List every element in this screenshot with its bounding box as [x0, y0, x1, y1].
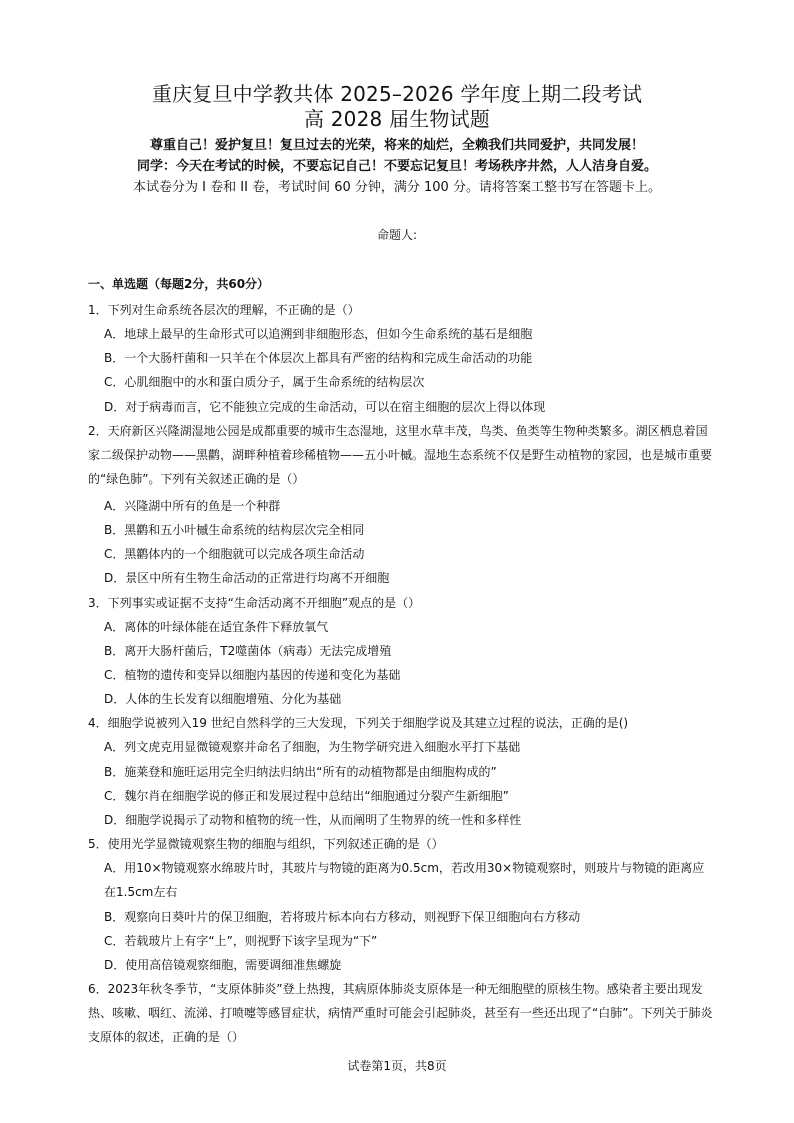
question-6: [88, 977, 714, 1049]
option-a: A．用10×物镜观察水绵玻片时，其玻片与物镜的距离为0.5cm，若改用30×物镜观察时，则玻片与物镜的距离应在1.5cm左右: [104, 861, 705, 900]
question-stem: 2．天府新区兴隆湖湿地公园是成都重要的城市生态湿地，这里水草丰茂，鸟类、鱼类等生物种类繁多。湖区栖息着国家二级保护动物——黑鹳，湖畔种植着珍稀植物——五小叶槭。湿地生态系统不仅是野生动植物的家园，也是城市重要的“绿色肺”。下列有关叙述正确的是（）: [88, 423, 713, 486]
question-section: [88, 275, 714, 1049]
option-d: D．对于病毒而言，它不能独立完成的生命活动，可以在宿主细胞的层次上得以体现: [104, 399, 546, 414]
question-5: [88, 832, 714, 977]
option-d: D．使用高倍镜观察细胞，需要调细准焦螺旋: [104, 958, 342, 973]
school-motto-line1: 尊重自己！爱护复旦！复旦过去的光荣，将来的灿烂，全赖我们共同爱护，共同发展！: [149, 138, 644, 153]
option-c: C．植物的遗传和变异以细胞内基因的传递和变化为基础: [104, 668, 401, 683]
option-d: D．景区中所有生物生命活动的正常进行均离不开细胞: [104, 571, 390, 586]
question-stem: 5．使用光学显微镜观察生物的细胞与组织，下列叙述正确的是（）: [88, 837, 444, 852]
question-stem: 4．细胞学说被列入19 世纪自然科学的三大发现，下列关于细胞学说及其建立过程的说法，正确的是(): [88, 716, 629, 731]
option-a: A．列文虎克用显微镜观察并命名了细胞，为生物学研究进入细胞水平打下基础: [104, 740, 521, 755]
option-c: C．魏尔肖在细胞学说的修正和发展过程中总结出“细胞通过分裂产生新细胞”: [104, 788, 509, 803]
school-motto-line2: 同学：今天在考试的时候，不要忘记自己！不要忘记复旦！考场秩序井然，人人洁身自爱。: [136, 159, 657, 174]
page-footer: 试卷第1页，共8页: [347, 1059, 447, 1073]
exam-title-line2: 高 2028 届生物试题: [303, 107, 490, 131]
section-heading: 一、单选题（每题2分，共60分）: [88, 277, 270, 291]
option-d: D．人体的生长发育以细胞增殖、分化为基础: [104, 692, 342, 707]
exam-title-line1: 重庆复旦中学教共体 2025–2026 学年度上期二段考试: [151, 82, 643, 106]
option-c: C．若载玻片上有字“上”，则视野下该字呈现为“下”: [104, 933, 378, 948]
question-stem: 3．下列事实或证据不支持“生命活动离不开细胞”观点的是（）: [88, 595, 421, 610]
exam-header: [0, 82, 794, 198]
question-stem: 1．下列对生命系统各层次的理解，不正确的是（）: [88, 303, 360, 317]
option-c: C．黑鹳体内的一个细胞就可以完成各项生命活动: [104, 547, 365, 562]
question-2: [88, 419, 714, 591]
option-a: A．离体的叶绿体能在适宜条件下释放氧气: [104, 619, 329, 634]
option-b: B．黑鹳和五小叶槭生命系统的结构层次完全相同: [104, 523, 365, 538]
question-1: [88, 298, 714, 419]
option-b: B．施莱登和施旺运用完全归纳法归纳出“所有的动植物都是由细胞构成的”: [104, 764, 497, 779]
author-label: 命题人:: [376, 228, 418, 242]
exam-instructions: 本试卷分为 I 卷和 II 卷，考试时间 60 分钟，满分 100 分。请将答案工整书写在答题卡上。: [133, 180, 661, 195]
option-b: B．一个大肠杆菌和一只羊在个体层次上都具有严密的结构和完成生命活动的功能: [104, 351, 533, 366]
option-b: B．观察向日葵叶片的保卫细胞，若将玻片标本向右方移动，则视野下保卫细胞向右方移动: [104, 909, 581, 924]
option-c: C．心肌细胞中的水和蛋白质分子，属于生命系统的结构层次: [104, 375, 425, 390]
question-stem: 6．2023年秋冬季节，“支原体肺炎”登上热搜，其病原体肺炎支原体是一种无细胞壁的原核生物。感染者主要出现发热、咳嗽、咽红、流涕、打喷嚏等感冒症状，病情严重时可能会引起肺炎，甚至有一些还出现了“白肺”。下列关于肺炎支原体的叙述，正确的是（）: [88, 982, 713, 1045]
question-4: [88, 711, 714, 832]
option-b: B．离开大肠杆菌后，T2噬菌体（病毒）无法完成增殖: [104, 643, 392, 658]
option-a: A．地球上最早的生命形式可以追溯到非细胞形态，但如今生命系统的基石是细胞: [104, 327, 533, 341]
option-a: A．兴隆湖中所有的鱼是一个种群: [104, 498, 281, 513]
option-d: D．细胞学说揭示了动物和植物的统一性，从而阐明了生物界的统一性和多样性: [104, 813, 522, 828]
question-3: [88, 591, 714, 712]
